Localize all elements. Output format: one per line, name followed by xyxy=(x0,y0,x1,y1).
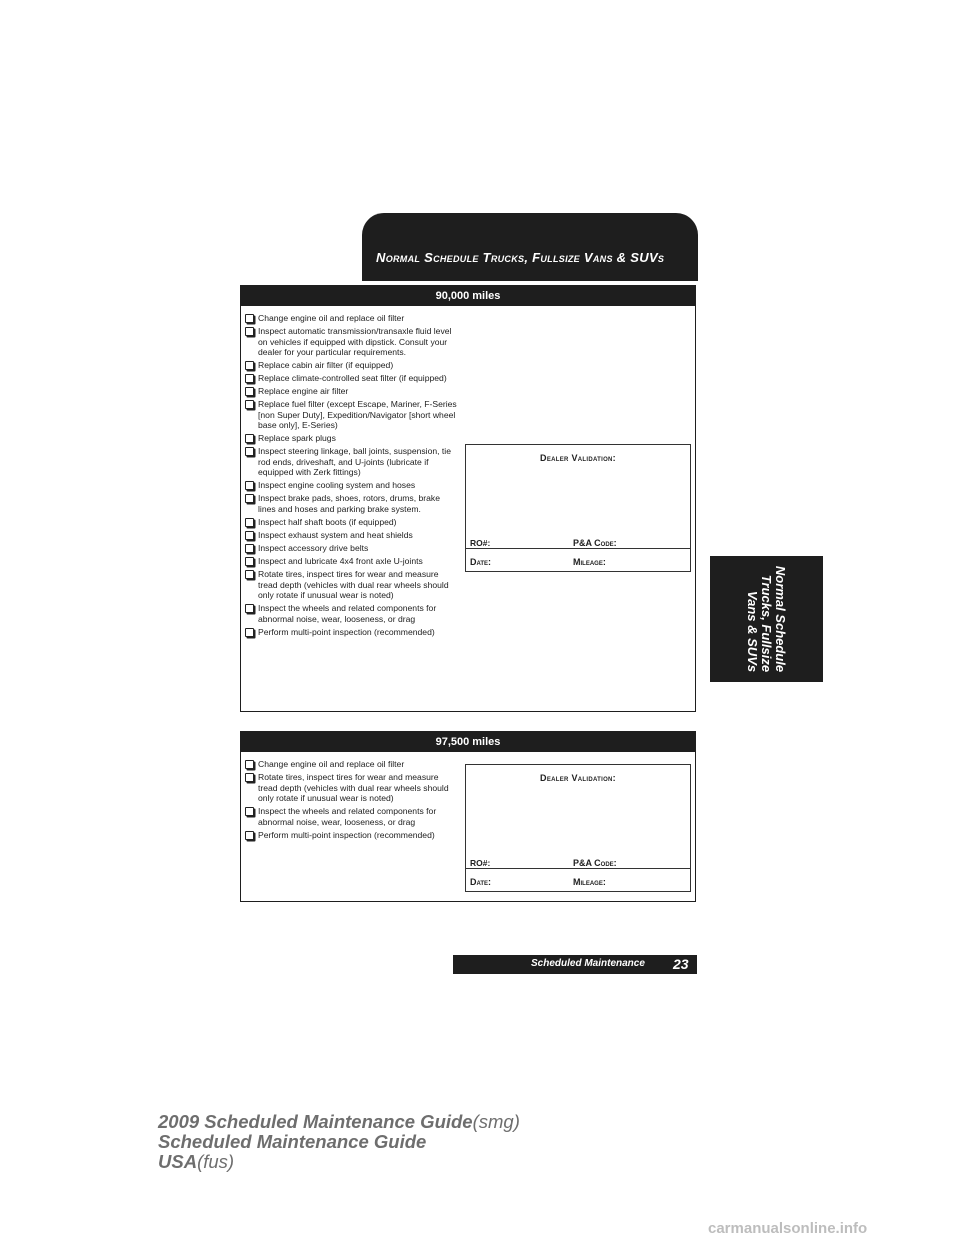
checklist-item-text: Change engine oil and replace oil filter xyxy=(258,759,405,769)
checklist-item-text: Inspect steering linkage, ball joints, suspension, tie rod ends, driveshaft, and U-joints (lubricate if equipped with Zerk fittings) xyxy=(258,446,451,478)
date-label: Date: xyxy=(470,557,492,567)
checklist-item xyxy=(245,326,457,358)
checklist-item-text: Perform multi-point inspection (recommended) xyxy=(258,829,435,840)
side-tab-label xyxy=(705,559,827,679)
checkbox-icon[interactable] xyxy=(245,531,254,540)
checklist-item-text: Rotate tires, inspect tires for wear and measure tread depth (vehicles with dual rear wheels should only rotate if unusual wear is noted) xyxy=(258,771,449,804)
checklist-item xyxy=(245,433,457,444)
section-title: 90,000 miles xyxy=(241,286,695,306)
checklist-item-text: Rotate tires, inspect tires for wear and measure tread depth (vehicles with dual rear wheels should only rotate if unusual wear is noted) xyxy=(258,568,449,601)
checkbox-icon[interactable] xyxy=(245,807,254,816)
guide-title: 2009 Scheduled Maintenance Guide xyxy=(158,1111,473,1132)
checklist-item-text: Replace engine air filter xyxy=(258,386,349,397)
checklist-item xyxy=(245,373,457,384)
checklist-item xyxy=(245,399,457,431)
checklist-item-text: Inspect the wheels and related components for abnormal noise, wear, looseness, or drag xyxy=(258,806,437,827)
page-title: Normal Schedule Trucks, Fullsize Vans & SUVs xyxy=(376,250,665,265)
checklist-item xyxy=(245,603,457,624)
guide-subtitle: Scheduled Maintenance Guide xyxy=(158,1131,427,1152)
checklist-item xyxy=(245,543,457,554)
side-tab-line: Normal Schedule xyxy=(772,565,788,673)
checklist-item-text: Replace spark plugs xyxy=(258,433,336,444)
ro-label: RO#: xyxy=(470,538,491,548)
checklist-item xyxy=(245,556,457,567)
header-tab xyxy=(362,213,698,281)
checklist xyxy=(245,759,457,843)
divider xyxy=(466,868,690,869)
checkbox-icon[interactable] xyxy=(245,773,254,782)
checklist-item xyxy=(245,759,457,770)
market: USA xyxy=(158,1151,198,1172)
checkbox-icon[interactable] xyxy=(245,387,254,396)
checkbox-icon[interactable] xyxy=(245,544,254,553)
market-code: (fus) xyxy=(197,1151,235,1172)
checklist-item xyxy=(245,569,457,601)
page-number: 23 xyxy=(673,956,689,972)
checkbox-icon[interactable] xyxy=(245,628,254,637)
checklist-item xyxy=(245,480,457,491)
section-title: 97,500 miles xyxy=(241,732,695,752)
divider xyxy=(466,548,690,549)
checklist-item-text: Inspect and lubricate 4x4 front axle U-joints xyxy=(258,555,423,566)
checkbox-icon[interactable] xyxy=(245,760,254,769)
guide-title-line xyxy=(158,1112,520,1132)
footer-label: Scheduled Maintenance xyxy=(531,958,645,969)
checklist-item xyxy=(245,627,457,638)
checklist-item-text: Inspect engine cooling system and hoses xyxy=(258,480,416,491)
side-tab-line: Trucks, Fullsize xyxy=(758,574,774,673)
checkbox-icon[interactable] xyxy=(245,831,254,840)
checklist-item-text: Inspect brake pads, shoes, rotors, drums, brake lines and hoses and parking brake system. xyxy=(258,493,440,515)
ro-label: RO#: xyxy=(470,858,491,868)
checkbox-icon[interactable] xyxy=(245,518,254,527)
checkbox-icon[interactable] xyxy=(245,494,254,503)
checklist-item-text: Replace cabin air filter (if equipped) xyxy=(258,360,394,371)
checklist-item-text: Replace fuel filter (except Escape, Mariner, F-Series [non Super Duty], Expedition/Navigator [short wheel base only], E-Series) xyxy=(258,399,457,431)
dealer-validation-box xyxy=(465,444,691,572)
checklist-item xyxy=(245,806,457,827)
checkbox-icon[interactable] xyxy=(245,481,254,490)
checklist-item-text: Inspect the wheels and related components for abnormal noise, wear, looseness, or drag xyxy=(258,603,437,624)
checklist-item-text: Inspect half shaft boots (if equipped) xyxy=(258,517,397,527)
checklist-item xyxy=(245,772,457,804)
checkbox-icon[interactable] xyxy=(245,327,254,336)
checkbox-icon[interactable] xyxy=(245,604,254,613)
checkbox-icon[interactable] xyxy=(245,434,254,443)
checklist-item-text: Perform multi-point inspection (recommended) xyxy=(258,626,435,637)
pa-code-label: P&A Code: xyxy=(573,538,617,548)
checklist-item xyxy=(245,360,457,371)
checklist xyxy=(245,313,457,640)
dealer-validation-box xyxy=(465,764,691,892)
checklist-item xyxy=(245,517,457,528)
checklist-item-text: Inspect exhaust system and heat shields xyxy=(258,529,413,540)
date-label: Date: xyxy=(470,877,492,887)
section-90000-miles xyxy=(240,285,696,712)
checklist-item-text: Change engine oil and replace oil filter xyxy=(258,313,405,323)
checkbox-icon[interactable] xyxy=(245,314,254,323)
guide-code: (smg) xyxy=(472,1111,520,1132)
checklist-item xyxy=(245,830,457,841)
checklist-item xyxy=(245,493,457,514)
watermark: carmanualsonline.info xyxy=(708,1220,868,1237)
market-line xyxy=(158,1152,234,1172)
checkbox-icon[interactable] xyxy=(245,557,254,566)
dealer-validation-title: Dealer Validation: xyxy=(540,773,616,783)
checklist-item-text: Replace climate-controlled seat filter (if equipped) xyxy=(258,373,447,384)
checkbox-icon[interactable] xyxy=(245,361,254,370)
checklist-item-text: Inspect accessory drive belts xyxy=(258,542,369,553)
checkbox-icon[interactable] xyxy=(245,447,254,456)
mileage-label: Mileage: xyxy=(573,877,606,887)
checklist-item-text: Inspect automatic transmission/transaxle fluid level on vehicles if equipped with dipstick. Consult your dealer for your particular requirements. xyxy=(258,325,452,358)
side-tab-line: Vans & SUVs xyxy=(744,590,760,673)
checkbox-icon[interactable] xyxy=(245,374,254,383)
section-97500-miles xyxy=(240,731,696,902)
checklist-item xyxy=(245,313,457,324)
mileage-label: Mileage: xyxy=(573,557,606,567)
checklist-item xyxy=(245,446,457,478)
checklist-item xyxy=(245,386,457,397)
checkbox-icon[interactable] xyxy=(245,400,254,409)
dealer-validation-title: Dealer Validation: xyxy=(540,453,616,463)
checkbox-icon[interactable] xyxy=(245,570,254,579)
checklist-item xyxy=(245,530,457,541)
pa-code-label: P&A Code: xyxy=(573,858,617,868)
